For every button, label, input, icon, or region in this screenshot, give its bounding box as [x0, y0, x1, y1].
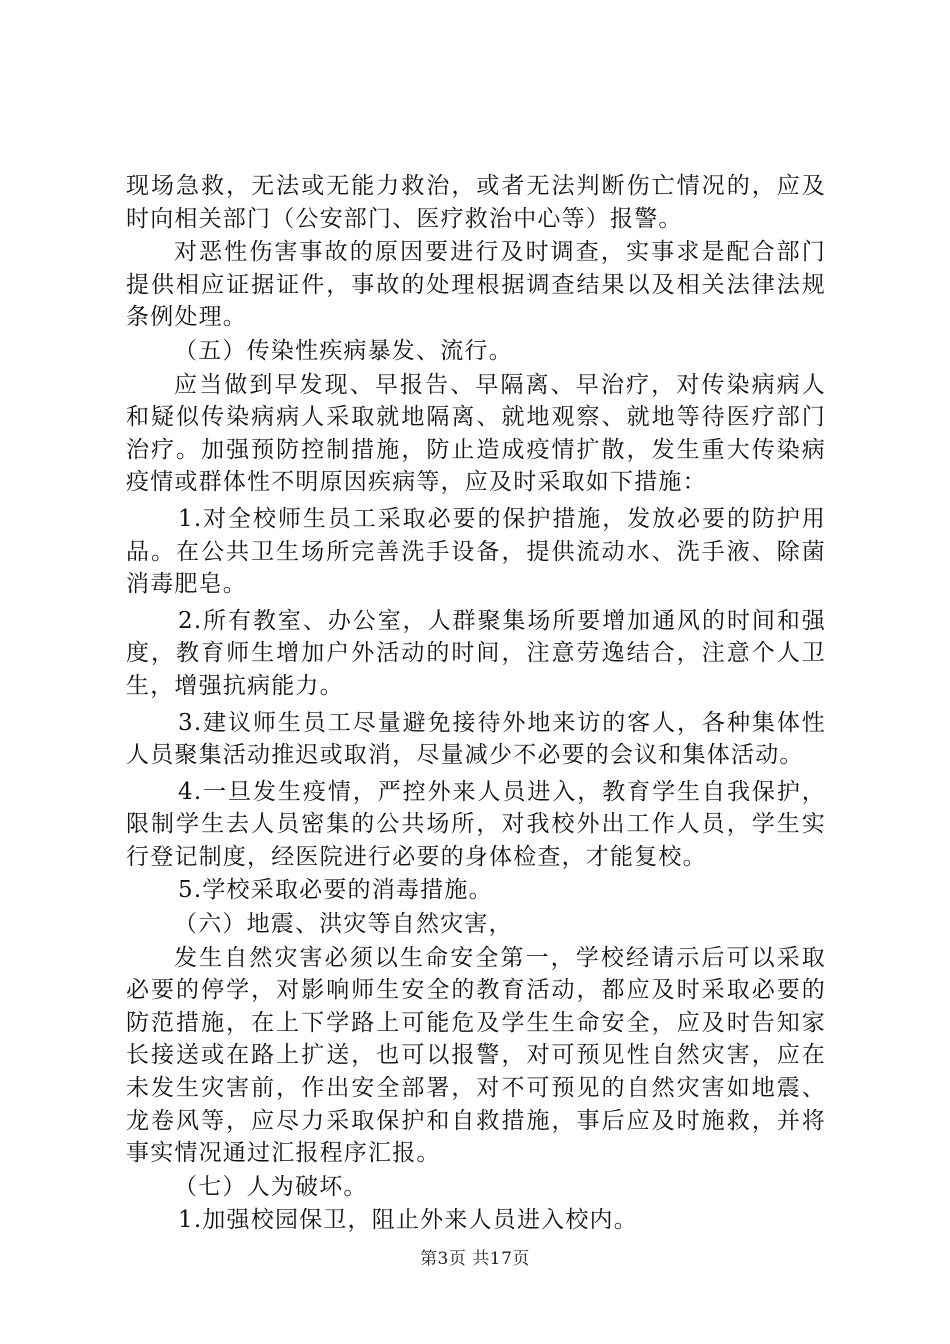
page-number-footer: 第3页 共17页: [420, 1249, 530, 1269]
section-heading-infectious-disease: （五）传染性疾病暴发、流行。: [174, 337, 513, 364]
list-item-1-protection: 1.对全校师生员工采取必要的保护措施，发放必要的防护用品。在公共卫生场所完善洗手设备，提供流动水、洗手液、除菌消毒肥皂。: [126, 505, 826, 598]
list-item-2-ventilation: 2.所有教室、办公室，人群聚集场所要增加通风的时间和强度，教育师生增加户外活动的时间，注意劳逸结合，注意个人卫生，增强抗病能力。: [126, 607, 826, 699]
document-body: [126, 170, 826, 1238]
paragraph-continuation: 现场急救，无法或无能力救治，或者无法判断伤亡情况的，应及时向相关部门（公安部门、医疗救治中心等）报警。: [126, 173, 826, 232]
list-item-5-disinfection: 5.学校采取必要的消毒措施。: [178, 877, 493, 904]
list-item-3-avoid-gatherings: 3.建议师生员工尽量避免接待外地来访的客人，各种集体性人员聚集活动推迟或取消，尽量减少不必要的会议和集体活动。: [126, 709, 826, 769]
list-item-4-outbreak-control: 4.一旦发生疫情，严控外来人员进入，教育学生自我保护，限制学生去人员密集的公共场所，对我校外出工作人员，学生实行登记制度，经医院进行必要的身体检查，才能复校。: [126, 778, 826, 870]
section-heading-sabotage: （七）人为破坏。: [174, 1173, 368, 1200]
paragraph-infectious-disease-response: 应当做到早发现、早报告、早隔离、早治疗，对传染病病人和疑似传染病病人采取就地隔离、就地观察、就地等待医疗部门治疗。加强预防控制措施，防止造成疫情扩散，发生重大传染病疫情或群体性不明原因疾病等，应及时采取如下措施：: [126, 371, 826, 496]
paragraph-incident-investigation: 对恶性伤害事故的原因要进行及时调查，实事求是配合部门提供相应证据证件，事故的处理根据调查结果以及相关法律法规条例处理。: [126, 239, 826, 331]
section-heading-natural-disasters: （六）地震、洪灾等自然灾害，: [174, 911, 513, 938]
paragraph-natural-disaster-response: 发生自然灾害必须以生命安全第一，学校经请示后可以采取必要的停学，对影响师生安全的教育活动，都应及时采取必要的防范措施，在上下学路上可能危及学生生命安全，应及时告知家长接送或在路上扩送，也可以报警，对可预见性自然灾害，应在未发生灾害前，作出安全部署，对不可预见的自然灾害如地震、龙卷风等，应尽力采取保护和自救措施，事后应及时施救，并将事实情况通过汇报程序汇报。: [126, 944, 826, 1167]
list-item-1-campus-security: 1.加强校园保卫，阻止外来人员进入校内。: [178, 1207, 638, 1234]
